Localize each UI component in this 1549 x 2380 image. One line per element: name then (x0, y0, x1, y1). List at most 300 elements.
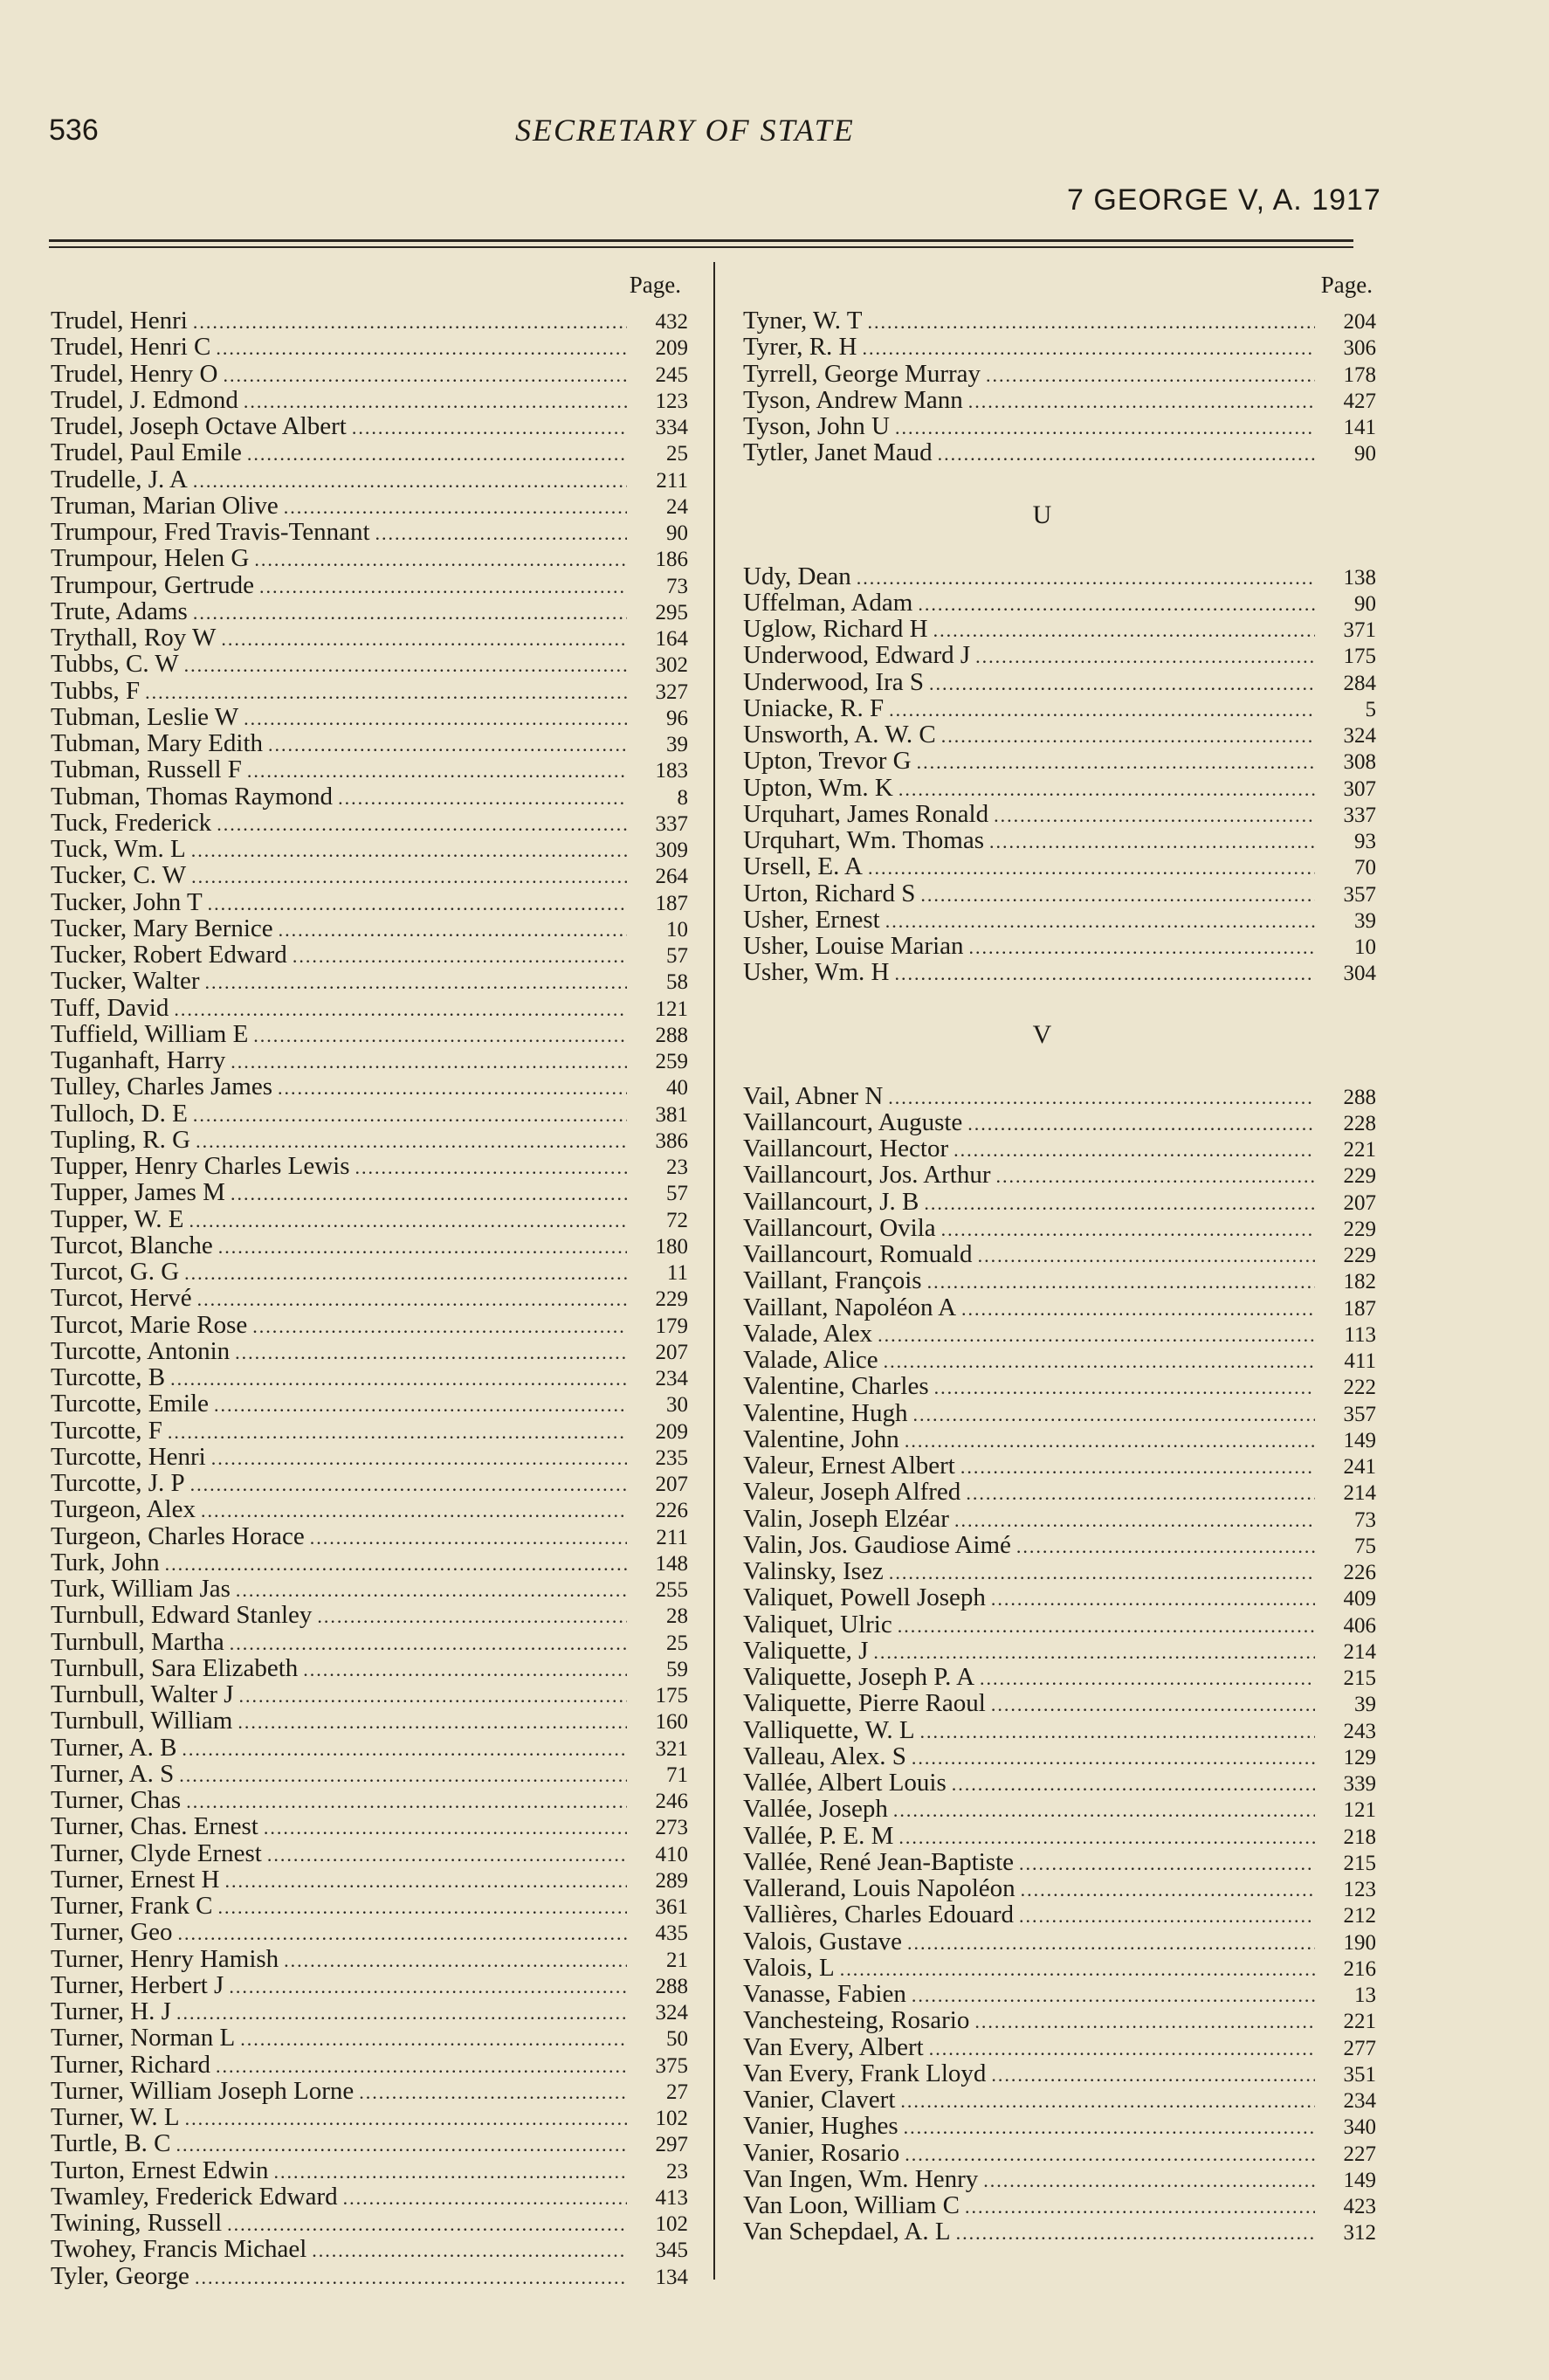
dot-leader (223, 362, 627, 389)
entry-page: 28 (666, 1604, 688, 1629)
dot-leader (924, 1190, 1315, 1217)
dot-leader (960, 1454, 1315, 1480)
index-entry (743, 801, 1376, 827)
dot-leader (214, 1392, 627, 1418)
entry-name: Valin, Joseph Elzéar (743, 1504, 949, 1533)
index-entry (51, 1549, 688, 1576)
index-entry (743, 1532, 1376, 1558)
entry-page: 215 (1343, 1666, 1376, 1690)
entry-name: Valleau, Alex. S (743, 1742, 906, 1770)
t-index-list (743, 307, 1376, 466)
dot-leader (170, 1366, 627, 1392)
dot-leader (225, 1868, 628, 1894)
entry-name: Valeur, Ernest Albert (743, 1452, 955, 1480)
index-entry (51, 1127, 688, 1153)
index-entry (743, 1109, 1376, 1135)
entry-name: Vallée, P. E. M (743, 1821, 894, 1850)
u-index-list (743, 563, 1376, 986)
index-entry (51, 1998, 688, 2025)
entry-page: 102 (655, 2212, 688, 2236)
dot-leader (840, 1956, 1315, 1983)
entry-page: 229 (1343, 1164, 1376, 1189)
entry-name: Tupper, W. E (51, 1204, 184, 1233)
index-entry (51, 1390, 688, 1417)
dot-leader (259, 574, 627, 600)
index-entry (743, 563, 1376, 590)
entry-page: 339 (1343, 1772, 1376, 1796)
entry-page: 288 (1343, 1085, 1376, 1109)
dot-leader (284, 1948, 627, 1974)
dot-leader (184, 1260, 627, 1287)
index-entry (51, 1047, 688, 1073)
entry-page: 96 (666, 706, 688, 730)
entry-page: 324 (1343, 724, 1376, 748)
entry-page: 214 (1343, 1639, 1376, 1664)
dot-leader (968, 389, 1315, 415)
entry-name: Tulloch, D. E (51, 1099, 188, 1128)
entry-name: Valin, Jos. Gaudiose Aimé (743, 1530, 1011, 1559)
dot-leader (204, 969, 627, 996)
dot-leader (197, 1287, 627, 1313)
index-entry (51, 493, 688, 519)
dot-leader (273, 2159, 627, 2185)
entry-name: Valiquette, J (743, 1636, 869, 1665)
index-entry (743, 2192, 1376, 2218)
dot-leader (884, 1349, 1315, 1375)
entry-name: Turner, A. B (51, 1733, 177, 1762)
entry-page: 295 (655, 600, 688, 624)
entry-name: Trudel, Henri C (51, 333, 211, 362)
index-entry (743, 1558, 1376, 1584)
entry-name: Turner, Clyde Ernest (51, 1838, 262, 1867)
entry-page: 209 (655, 1419, 688, 1444)
dot-leader (994, 803, 1315, 829)
index-entry (743, 1215, 1376, 1241)
index-entry (51, 1206, 688, 1232)
entry-page: 309 (655, 838, 688, 862)
dot-leader (965, 2194, 1315, 2220)
dot-leader (927, 1269, 1315, 1295)
entry-name: Valentine, Charles (743, 1372, 929, 1401)
dot-leader (991, 1586, 1315, 1612)
dot-leader (193, 1102, 627, 1128)
dot-leader (174, 997, 627, 1023)
index-entry (743, 1506, 1376, 1532)
entry-name: Van Every, Frank Lloyd (743, 2059, 987, 2087)
entry-page: 50 (666, 2027, 688, 2052)
index-entry (51, 1100, 688, 1127)
entry-name: Van Every, Albert (743, 2032, 924, 2061)
index-entry (51, 1655, 688, 1681)
entry-name: Van Ingen, Wm. Henry (743, 2164, 979, 2193)
dot-leader (885, 908, 1315, 935)
dot-leader (953, 1137, 1315, 1163)
dot-leader (912, 1745, 1315, 1771)
entry-name: Trudel, Paul Emile (51, 438, 242, 467)
index-entry (51, 1893, 688, 1919)
entry-page: 57 (666, 944, 688, 968)
entry-page: 327 (655, 680, 688, 704)
index-entry (51, 1681, 688, 1707)
index-entry (51, 1364, 688, 1390)
entry-page: 241 (1343, 1455, 1376, 1479)
index-entry (51, 2052, 688, 2078)
entry-page: 413 (655, 2185, 688, 2210)
dot-leader (966, 1480, 1315, 1507)
dot-leader (176, 2000, 627, 2026)
index-entry (51, 995, 688, 1021)
entry-page: 321 (655, 1736, 688, 1761)
entry-page: 211 (656, 468, 688, 493)
index-entry (51, 2104, 688, 2130)
index-entry (743, 1400, 1376, 1426)
entry-name: Turtle, B. C (51, 2129, 171, 2158)
index-entry (51, 545, 688, 571)
entry-name: Valiquet, Powell Joseph (743, 1583, 986, 1612)
entry-page: 123 (655, 389, 688, 413)
entry-name: Upton, Wm. K (743, 773, 893, 802)
entry-page: 23 (666, 1156, 688, 1179)
index-entry (743, 1823, 1376, 1849)
entry-name: Turcot, G. G (51, 1258, 180, 1286)
dot-leader (1016, 1534, 1315, 1560)
entry-name: Tuck, Wm. L (51, 835, 186, 863)
entry-page: 302 (655, 653, 688, 678)
index-entry (743, 959, 1376, 985)
dot-leader (867, 309, 1315, 335)
index-entry (743, 2218, 1376, 2245)
entry-name: Turner, Geo (51, 1918, 173, 1947)
entry-page: 410 (655, 1842, 688, 1866)
index-entry (743, 853, 1376, 880)
entry-page: 284 (1343, 671, 1376, 695)
index-entry (51, 704, 688, 730)
entry-name: Turnbull, William (51, 1707, 233, 1735)
entry-name: Vaillancourt, Romuald (743, 1240, 973, 1268)
index-entry (51, 2210, 688, 2236)
dot-leader (267, 1842, 627, 1868)
entry-name: Tyner, W. T (743, 307, 863, 335)
dot-leader (1021, 1877, 1315, 1903)
entry-page: 73 (1354, 1507, 1376, 1532)
dot-leader (986, 362, 1315, 389)
entry-name: Turcot, Hervé (51, 1284, 192, 1313)
entry-page: 227 (1343, 2142, 1376, 2166)
index-entry (743, 1981, 1376, 2007)
dot-leader (145, 680, 627, 706)
dot-leader (216, 335, 627, 362)
entry-page: 187 (655, 891, 688, 915)
entry-page: 59 (666, 1657, 688, 1681)
index-entry (743, 669, 1376, 695)
entry-page: 259 (655, 1050, 688, 1073)
dot-leader (857, 565, 1315, 591)
dot-leader (176, 2132, 627, 2158)
entry-page: 182 (1343, 1270, 1376, 1294)
index-entry (51, 1470, 688, 1496)
entry-page: 30 (666, 1393, 688, 1418)
index-entry (743, 387, 1376, 413)
entry-name: Tytler, Janet Maud (743, 438, 933, 467)
entry-name: Unsworth, A. W. C (743, 721, 936, 748)
dot-leader (375, 521, 627, 547)
index-entry (743, 642, 1376, 668)
entry-name: Turner, Herbert J (51, 1970, 224, 1999)
dot-leader (900, 2088, 1315, 2114)
index-entry (743, 439, 1376, 466)
entry-name: Twamley, Frederick Edward (51, 2182, 338, 2211)
index-entry (51, 2078, 688, 2104)
entry-name: Usher, Wm. H (743, 958, 890, 987)
dot-leader (338, 785, 627, 811)
index-entry (743, 695, 1376, 721)
index-entry (51, 836, 688, 862)
entry-name: Van Schepdael, A. L (743, 2218, 951, 2246)
index-entry (51, 1602, 688, 1628)
entry-page: 229 (1343, 1217, 1376, 1241)
entry-name: Turner, Norman L (51, 2024, 236, 2052)
dot-leader (279, 917, 627, 943)
dot-leader (889, 1560, 1315, 1586)
index-entry (51, 730, 688, 756)
index-entry (51, 2236, 688, 2262)
index-entry (51, 519, 688, 545)
dot-leader (165, 1551, 627, 1577)
dot-leader (189, 1208, 627, 1234)
entry-name: Usher, Ernest (743, 905, 880, 934)
index-entry (743, 2087, 1376, 2113)
entry-name: Valiquette, Pierre Raoul (743, 1689, 986, 1718)
v-index-list (743, 1083, 1376, 2245)
dot-leader (182, 1736, 627, 1763)
dot-leader (284, 494, 627, 521)
dot-leader (989, 829, 1315, 855)
entry-name: Underwood, Edward J (743, 641, 971, 670)
entry-name: Tuff, David (51, 993, 169, 1022)
index-entry (51, 1946, 688, 1972)
dot-leader (961, 1296, 1315, 1322)
entry-page: 93 (1354, 830, 1376, 853)
dot-leader (227, 2211, 627, 2238)
entry-page: 121 (1343, 1798, 1376, 1823)
dot-leader (938, 441, 1315, 467)
dot-leader (920, 1719, 1315, 1745)
dot-leader (254, 547, 627, 573)
dot-leader (352, 415, 627, 441)
entry-page: 39 (666, 733, 688, 756)
entry-name: Udy, Dean (743, 562, 851, 590)
entry-name: Tyson, John U (743, 412, 890, 440)
dot-leader (889, 697, 1315, 723)
index-entry (51, 2263, 688, 2289)
entry-page: 113 (1344, 1322, 1376, 1347)
index-entry (743, 748, 1376, 774)
entry-name: Van Loon, William C (743, 2191, 960, 2219)
entry-page: 226 (655, 1499, 688, 1523)
index-entry (743, 1928, 1376, 1955)
entry-name: Uffelman, Adam (743, 588, 913, 617)
dot-leader (184, 652, 627, 679)
dot-leader (240, 2026, 627, 2052)
page-number: 536 (49, 114, 99, 147)
entry-page: 423 (1343, 2195, 1376, 2218)
dot-leader (929, 2036, 1315, 2062)
dot-leader (293, 943, 627, 969)
entry-page: 149 (1343, 2168, 1376, 2192)
index-entry (51, 1840, 688, 1866)
dot-leader (905, 2142, 1315, 2168)
entry-name: Valeur, Joseph Alfred (743, 1478, 961, 1507)
index-entry (743, 2113, 1376, 2139)
entry-page: 218 (1343, 1825, 1376, 1849)
entry-name: Vaillant, François (743, 1266, 922, 1295)
index-entry (743, 1638, 1376, 1664)
dot-leader (244, 706, 627, 732)
entry-page: 123 (1343, 1878, 1376, 1901)
entry-page: 180 (655, 1234, 688, 1259)
index-entry (743, 1189, 1376, 1215)
dot-leader (974, 2009, 1315, 2035)
index-entry (51, 1972, 688, 1998)
dot-leader (193, 309, 627, 335)
entry-name: Turner, Frank C (51, 1892, 213, 1920)
entry-page: 381 (655, 1102, 688, 1127)
index-entry (51, 1496, 688, 1522)
dot-leader (264, 1815, 627, 1841)
entry-page: 221 (1343, 1138, 1376, 1162)
index-entry (743, 2060, 1376, 2087)
entry-page: 337 (1343, 803, 1376, 827)
dot-leader (904, 2114, 1315, 2141)
entry-name: Vanier, Hughes (743, 2112, 898, 2141)
entry-name: Vallerand, Louis Napoléon (743, 1874, 1015, 1902)
dot-leader (1019, 1851, 1315, 1877)
entry-name: Vaillant, Napoléon A (743, 1293, 957, 1321)
entry-name: Turner, H. J (51, 1997, 171, 2025)
entry-name: Vaillancourt, Jos. Arthur (743, 1161, 991, 1190)
index-entry (743, 1373, 1376, 1399)
right-column (743, 262, 1376, 2245)
entry-page: 102 (655, 2107, 688, 2130)
dot-leader (933, 617, 1315, 644)
index-entry (743, 1875, 1376, 1901)
dot-leader (918, 591, 1315, 617)
entry-name: Turcotte, B (51, 1363, 166, 1391)
entry-page: 312 (1343, 2221, 1376, 2245)
entry-page: 273 (655, 1816, 688, 1840)
running-head-title: SECRETARY OF STATE (515, 113, 855, 148)
index-entry (743, 1321, 1376, 1347)
entry-name: Tupper, Henry Charles Lewis (51, 1152, 350, 1180)
entry-page: 90 (666, 521, 688, 545)
dot-leader (252, 1314, 627, 1340)
entry-page: 129 (1343, 1745, 1376, 1769)
index-entry (743, 880, 1376, 907)
entry-name: Trudelle, J. A (51, 465, 188, 493)
entry-page: 371 (1343, 618, 1376, 642)
entry-page: 10 (1354, 935, 1376, 959)
dot-leader (244, 389, 627, 415)
page-column-label: Page. (1320, 272, 1373, 298)
entry-name: Trudel, J. Edmond (51, 385, 238, 414)
entry-name: Tucker, John T (51, 887, 203, 916)
index-entry (51, 1444, 688, 1470)
dot-leader (898, 1613, 1315, 1639)
dot-leader (898, 776, 1315, 803)
dot-leader (907, 1930, 1315, 1956)
entry-page: 406 (1343, 1613, 1376, 1638)
index-entry (743, 907, 1376, 933)
index-entry (743, 1479, 1376, 1505)
entry-page: 409 (1343, 1587, 1376, 1611)
dot-leader (239, 1683, 627, 1709)
entry-name: Trumpour, Fred Travis-Tennant (51, 518, 370, 546)
entry-name: Trute, Adams (51, 597, 188, 625)
dot-leader (317, 1604, 627, 1630)
entry-page: 58 (666, 970, 688, 995)
entry-name: Turcot, Blanche (51, 1231, 213, 1259)
dot-leader (229, 1974, 627, 2000)
dot-leader (191, 838, 627, 864)
entry-page: 71 (666, 1763, 688, 1787)
index-entry (51, 889, 688, 915)
entry-page: 11 (666, 1261, 688, 1285)
dot-leader (975, 644, 1315, 670)
index-entry (743, 590, 1376, 616)
entry-name: Vaillancourt, J. B (743, 1187, 919, 1216)
dot-leader (193, 468, 627, 494)
entry-name: Tyson, Andrew Mann (743, 385, 963, 414)
entry-page: 222 (1343, 1376, 1376, 1400)
entry-page: 308 (1343, 750, 1376, 775)
entry-name: Turgeon, Alex (51, 1495, 196, 1524)
entry-page: 427 (1343, 389, 1376, 413)
dot-leader (168, 1419, 627, 1445)
entry-page: 435 (655, 1921, 688, 1946)
index-entry (743, 2034, 1376, 2060)
index-entry (51, 1866, 688, 1893)
index-entry (51, 1576, 688, 1602)
index-entry (51, 572, 688, 598)
index-entry (743, 1584, 1376, 1611)
entry-name: Tubman, Thomas Raymond (51, 782, 334, 811)
entry-name: Valliquette, W. L (743, 1715, 915, 1744)
entry-page: 164 (655, 627, 688, 651)
index-entry (51, 466, 688, 493)
entry-page: 149 (1343, 1428, 1376, 1452)
entry-page: 215 (1343, 1851, 1376, 1875)
index-entry (51, 1761, 688, 1787)
entry-page: 229 (655, 1287, 688, 1312)
index-entry (51, 413, 688, 439)
entry-page: 357 (1343, 882, 1376, 907)
entry-name: Uniacke, R. F (743, 693, 885, 722)
index-entry (743, 1901, 1376, 1928)
index-entry (51, 1153, 688, 1179)
dot-leader (179, 1763, 627, 1789)
dot-leader (996, 1163, 1315, 1190)
entry-name: Turner, Henry Hamish (51, 1944, 279, 1973)
dot-leader (934, 1375, 1315, 1401)
entry-page: 386 (655, 1128, 688, 1153)
entry-name: Valade, Alex (743, 1319, 873, 1348)
dot-leader (310, 1525, 627, 1551)
dot-leader (898, 1825, 1315, 1851)
section-heading-v: V (1032, 1019, 1052, 1049)
entry-name: Turk, John (51, 1548, 160, 1576)
dot-leader (991, 1692, 1315, 1718)
index-entry (51, 862, 688, 888)
